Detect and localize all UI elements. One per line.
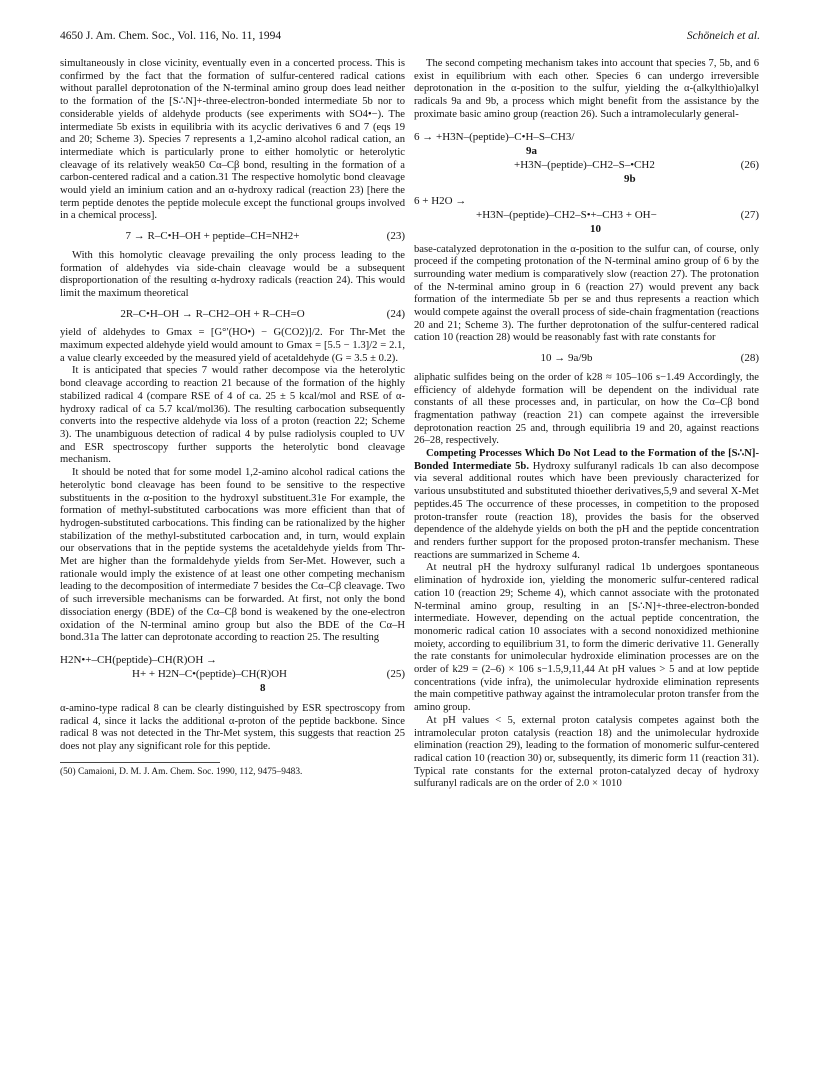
paragraph: aliphatic sulfides being on the order of k28 ≈ 105–106 s−1.49 Accordingly, the efficiency of aldehyde formation will be dependent on the individual rate constants of all these processes and, in particular, on how the Cα–Cβ bond fragmentation pathway (reaction 21) can compete against the irreversible deprotonation reaction 25 and, through equilibria 19 and 20, against reactions 26–28, respectively. xyxy=(414,371,759,447)
author-running-head: Schöneich et al. xyxy=(686,30,760,42)
paragraph: yield of aldehydes to Gmax = [G°′(HO•) − G(CO2)]/2. For Thr-Met the maximum expected aldehyde yield would amount to Gmax = [5.5 − 1.3]/2 = 2.1, a value clearly exceeded by the measured yield of acetaldehyde (G = 3.5 ± 0.2). xyxy=(60,327,405,364)
equation-line: H+ + H2N–C•(peptide)–CH(R)OH xyxy=(132,667,287,680)
footnote-divider xyxy=(60,762,220,763)
equation-number: (24) xyxy=(386,307,405,320)
left-column xyxy=(60,58,405,778)
equation-26 xyxy=(414,130,759,186)
right-column xyxy=(414,58,759,791)
section-run-in-heading: Competing Processes Which Do Not Lead to the Formation of the [S∴N]-Bonded Intermediate 5b. xyxy=(414,448,759,472)
equation-24 xyxy=(60,308,405,321)
equation-28 xyxy=(414,352,759,365)
running-header xyxy=(60,30,760,46)
equation-number: (25) xyxy=(386,667,405,680)
paragraph: α-amino-type radical 8 can be clearly distinguished by ESR spectroscopy from radical 4, since it lacks the additional α-proton of the peptide backbone. Since radical 8 was not detected in the Thr-Met system, this suggests that reaction 25 does not play any significant role for this peptide. xyxy=(60,702,405,753)
paragraph-text: Hydroxy sulfuranyl radicals 1b can also decompose via several additional routes which have been previously characterized for various unsubstituted and substituted thioether derivatives,5,9 and several X-Met peptides.45 The occurrence of these processes, in competition to the proposed proton-transfer route (reaction 18), provides the basis for the observed dependence of the aldehyde yields on both the pH and the peptide concentration and renders further support for the proposed proton-transfer mechanism. These reactions are summarized in Scheme 4. xyxy=(414,460,759,561)
footnote: (50) Camaioni, D. M. J. Am. Chem. Soc. 1990, 112, 9475–9483. xyxy=(60,766,303,777)
paragraph: With this homolytic cleavage prevailing the only process leading to the formation of aldehydes via side-chain cleavage would be a subsequent disproportionation of the resulting α-hydroxy radicals (reaction 24). This would limit the maximum theoretical xyxy=(60,249,405,299)
equation-line: 6 → +H3N–(peptide)–C•H–S–CH3/ xyxy=(414,130,575,143)
paragraph: base-catalyzed deprotonation in the α-position to the sulfur can, of course, only proceed if the competing protonation of the N-terminal amino group of 6 by the surrounding water medium is comparatively slow (reaction 27). The protonation of the N-terminal amino group in 6 (reaction 27) would prevent any back formation of the intermediate 5b per se and thus represents a reaction which would compete against the overall process of side-chain fragmentation (reactions 20 and 21; Scheme 3). The further deprotonation of the sulfur-centered radical cation 10 (reaction 28) would be reasonably fast with rate constants for xyxy=(414,243,759,344)
equation-line: 6 + H2O → xyxy=(414,194,467,207)
equation-number: (27) xyxy=(740,208,759,221)
compound-label: 8 xyxy=(260,681,266,694)
equation-23 xyxy=(60,230,405,243)
compound-label: 9a xyxy=(526,144,537,157)
paragraph: simultaneously in close vicinity, eventually even in a concerted process. This is confirmed by the fact that the formation of sulfur-centered radical cations without parallel deprotonation of the N-terminal amino group does lead neither to the formation of the [S∴N]+-three-electron-bonded intermediate 5b nor to considerable yields of aldehyde products (see experiments with SO4•−). The intermediate 5b exists in equilibria with its acyclic derivatives 6 and 7 (eqs 19 and 20; Scheme 3). Species 7 represents a 1,2-amino alcohol radical cation, an intermediate which is particularly prone to either homolytic or heterolytic cleavage of its relatively weak50 Cα–Cβ bond, resulting in the formation of a carbon-centered radical and a cation.31 The respective homolytic bond cleavage would yield an iminium cation and an α-hydroxy radical (reaction 23) [here the term peptide denotes the peptide molecule except the functional groups involved in a chemical process]. xyxy=(60,58,405,222)
equation-line: H2N•+–CH(peptide)–CH(R)OH → xyxy=(60,653,218,666)
journal-citation: 4650 J. Am. Chem. Soc., Vol. 116, No. 11, 1994 xyxy=(60,30,282,42)
paragraph: At pH values < 5, external proton catalysis competes against both the intramolecular proton catalysis (reaction 18) and the unimolecular hydroxide elimination (reaction 29), leading to the formation of monomeric sulfur-centered radical cation 10 (reaction 30) or, subsequently, its dimeric form 11 (reaction 31). Typical rate constants for the external proton-catalyzed decay of hydroxy sulfuranyl radicals are on the order of 2.0 × 1010 xyxy=(414,714,759,790)
equation-text: 2R–C•H–OH → R–CH2–OH + R–CH=O xyxy=(120,307,305,320)
equation-text: 10 → 9a/9b xyxy=(540,352,593,365)
equation-line: +H3N–(peptide)–CH2–S•+–CH3 + OH− xyxy=(476,208,657,221)
equation-25 xyxy=(60,653,405,695)
equation-number: (23) xyxy=(386,230,405,243)
equation-line: +H3N–(peptide)–CH2–S–•CH2 xyxy=(514,158,655,171)
paragraph: It should be noted that for some model 1,2-amino alcohol radical cations the heterolytic bond cleavage has been found to be sensitive to the respective substituents in the α-position to the hydroxyl substituent.31e For example, the formation of methyl-substituted carbocations was more efficient than that of hydrogen-substituted carbocations. This finding can be rationalized by the higher stabilization of the methyl-substituted carbocation and, in turn, would explain our observations that in the peptide systems the acetaldehyde yields from Thr-Met are higher than the formaldehyde yields from Ser-Met. However, such a rationale would imply the existence of at least one other competing mechanism leading to the decomposition of intermediate 7 besides the Cα–Cβ cleavage. Two of such irreversible mechanisms can be forwarded. At first, not only the bond dissociation energy (BDE) of the Cα–Cβ bond is weakened by the one-electron oxidation of the N-terminal amino group but also the BDE of the Cα–H bond.31a The latter can deprotonate according to reaction 25. The resulting xyxy=(60,467,405,644)
paragraph xyxy=(414,448,759,562)
paragraph: It is anticipated that species 7 would rather decompose via the heterolytic bond cleavage according to reaction 21 because of the formation of the highly stabilized radical 4 (compare RSE of 4 of ca. 25 ± 5 kcal/mol and RSE of α-hydroxy radical of ca 5.7 kcal/mol36). The resulting carbocation subsequently converts into the respective aldehyde via loss of a proton (reaction 22; Scheme 3). The unambiguous detection of radical 4 by pulse radiolysis coupled to UV and ESR spectroscopy further supports the heterolytic bond cleavage mechanism. xyxy=(60,365,405,466)
equation-number: (26) xyxy=(740,158,759,171)
equation-27 xyxy=(414,194,759,236)
compound-label: 9b xyxy=(624,172,636,185)
equation-text: 7 → R–C•H–OH + peptide–CH=NH2+ xyxy=(125,230,300,243)
compound-label: 10 xyxy=(590,222,601,235)
paragraph: At neutral pH the hydroxy sulfuranyl radical 1b undergoes spontaneous elimination of hydroxide ion, yielding the monomeric sulfur-centered radical cation 10 (reaction 29; Scheme 4), which cannot associate with the protonated N-terminal amino group, resulting in an [S∴N]+-three-electron-bonded intermediate. However, depending on the actual peptide concentration, the monomeric radical cation 10 associates with a second nonoxidized methionine moiety, according to equilibrium 31, to form the dimeric derivative 11. Generally the rate constants for unimolecular hydroxide elimination processes are on the order of k29 = (2–6) × 106 s−1.5,9,11,44 At pH values > 5 and at low peptide concentrations (vide infra), the unimolecular hydroxide elimination represents the main competitive pathway against the intramolecular proton transfer from the amino group. xyxy=(414,562,759,714)
equation-number: (28) xyxy=(740,352,759,365)
paragraph: The second competing mechanism takes into account that species 7, 5b, and 6 exist in equilibrium with each other. Species 6 can undergo irreversible deprotonation in the α-position to the sulfur, yielding the α-(alkylthio)alkyl radicals 9a and 9b, a process which might benefit from the assistance by the proximate basic amino group (reaction 26). Such a intramolecularly general- xyxy=(414,58,759,120)
